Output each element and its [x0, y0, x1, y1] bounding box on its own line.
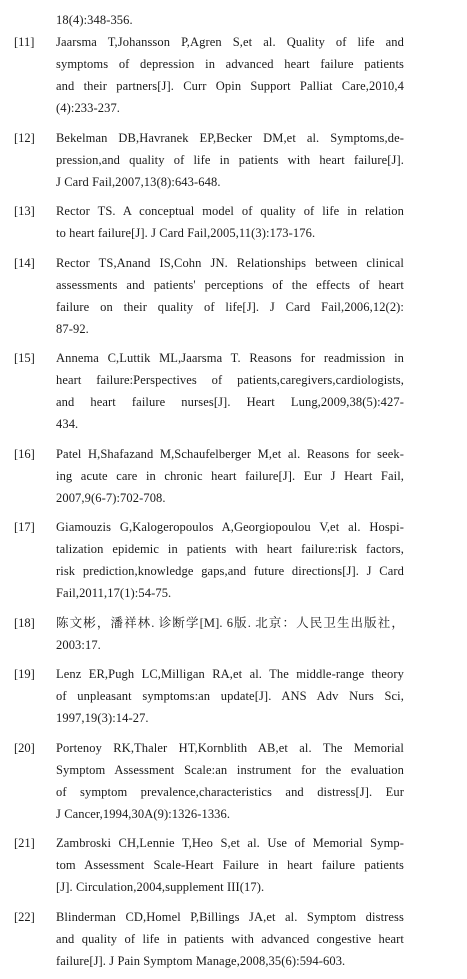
reference-number: [15]: [14, 351, 35, 365]
reference-text-line: Giamouzis G,Kalogeropoulos A,Georgiopoulou V,et al. Hospi-: [56, 520, 404, 534]
reference-number: [18]: [14, 615, 35, 630]
reference-number: [17]: [14, 520, 35, 534]
reference-number: [19]: [14, 667, 35, 681]
reference-text-line: J Card Fail,2007,13(8):643-648.: [56, 174, 221, 189]
reference-text-line: ing acute care in chronic heart failure[J]. Eur J Heart Fail,: [56, 468, 404, 483]
reference-text-line: Patel H,Shafazand M,Schaufelberger M,et al. Reasons for seek-: [56, 446, 404, 461]
reference-text-line: Lenz ER,Pugh LC,Milligan RA,et al. The middle-range theory: [56, 667, 404, 681]
reference-text-line: [J]. Circulation,2004,supplement III(17).: [56, 880, 265, 894]
reference-text-line: heart failure:Perspectives of patients,caregivers,cardiologists,: [56, 373, 404, 387]
reference-number: [13]: [14, 204, 35, 218]
reference-text-line: tom Assessment Scale-Heart Failure in heart failure patients: [56, 858, 404, 872]
reference-text-line: 2003:17.: [56, 637, 101, 652]
reference-number: [22]: [14, 909, 35, 924]
reference-text-line: J Cancer,1994,30A(9):1326-1336.: [56, 806, 231, 821]
reference-number: [20]: [14, 740, 35, 755]
reference-item: [0, 347, 467, 435]
reference-text-line: failure on their quality of life[J]. J Card Fail,2006,12(2):: [56, 299, 404, 314]
reference-text-line: and heart failure nurses[J]. Heart Lung,2009,38(5):427-: [56, 395, 404, 409]
reference-item: [0, 200, 467, 244]
reference-text-line: pression,and quality of life in patients with heart failure[J].: [56, 152, 404, 167]
reference-text-line: symptoms of depression in advanced heart failure patients: [56, 57, 404, 71]
reference-item: [0, 906, 467, 972]
reference-list: [0, 31, 467, 979]
reference-text-line: Bekelman DB,Havranek EP,Becker DM,et al. Symptoms,de-: [56, 130, 404, 145]
reference-text-line: risk prediction,knowledge gaps,and future directions[J]. J Card: [56, 564, 404, 578]
reference-text-line: Symptom Assessment Scale:an instrument for the evaluation: [56, 762, 404, 777]
reference-text-line: assessments and patients' perceptions of the effects of heart: [56, 277, 404, 292]
reference-number: [11]: [14, 35, 35, 49]
reference-item: [0, 127, 467, 193]
reference-text-line: 2007,9(6-7):702-708.: [56, 490, 166, 505]
reference-text-line: Portenoy RK,Thaler HT,Kornblith AB,et al. The Memorial: [56, 740, 404, 755]
reference-text-line: of symptom prevalence,characteristics and distress[J]. Eur: [56, 784, 404, 799]
reference-text-line: 陈文彬，潘祥林. 诊断学[M]. 6版. 北京：人民卫生出版社，: [56, 615, 404, 630]
reference-item: [0, 832, 467, 898]
reference-text-line: Rector TS. A conceptual model of quality of life in relation: [56, 204, 404, 218]
reference-text-line: Rector TS,Anand IS,Cohn JN. Relationships between clinical: [56, 255, 404, 270]
reference-item: [0, 443, 467, 509]
reference-number: [16]: [14, 446, 35, 461]
reference-item: [0, 737, 467, 825]
reference-text-line: 434.: [56, 417, 79, 431]
reference-item: [0, 612, 467, 656]
reference-continuation: 18(4):348-356.: [56, 13, 133, 27]
reference-item: [0, 252, 467, 340]
reference-number: [14]: [14, 255, 35, 270]
reference-text-line: Blinderman CD,Homel P,Billings JA,et al. Symptom distress: [56, 909, 404, 924]
reference-item: [0, 31, 467, 119]
reference-text-line: Jaarsma T,Johansson P,Agren S,et al. Quality of life and: [56, 35, 404, 49]
reference-number: [12]: [14, 130, 35, 145]
reference-text-line: and quality of life in patients with advanced congestive heart: [56, 931, 404, 946]
reference-text-line: Zambroski CH,Lennie T,Heo S,et al. Use of Memorial Symp-: [56, 836, 404, 850]
reference-text-line: to heart failure[J]. J Card Fail,2005,11(3):173-176.: [56, 226, 316, 240]
reference-text-line: and their partners[J]. Curr Opin Support Palliat Care,2010,4: [56, 79, 404, 93]
reference-text-line: Annema C,Luttik ML,Jaarsma T. Reasons for readmission in: [56, 351, 404, 365]
reference-item: [0, 516, 467, 604]
reference-text-line: 87-92.: [56, 321, 89, 336]
reference-number: [21]: [14, 836, 35, 850]
reference-text-line: of unpleasant symptoms:an update[J]. ANS Adv Nurs Sci,: [56, 689, 404, 703]
reference-text-line: Fail,2011,17(1):54-75.: [56, 586, 172, 600]
reference-text-line: 1997,19(3):14-27.: [56, 711, 149, 725]
reference-item: [0, 663, 467, 729]
reference-text-line: (4):233-237.: [56, 101, 121, 115]
reference-text-line: failure[J]. J Pain Symptom Manage,2008,35(6):594-603.: [56, 953, 346, 968]
reference-text-line: talization epidemic in patients with heart failure:risk factors,: [56, 542, 404, 556]
